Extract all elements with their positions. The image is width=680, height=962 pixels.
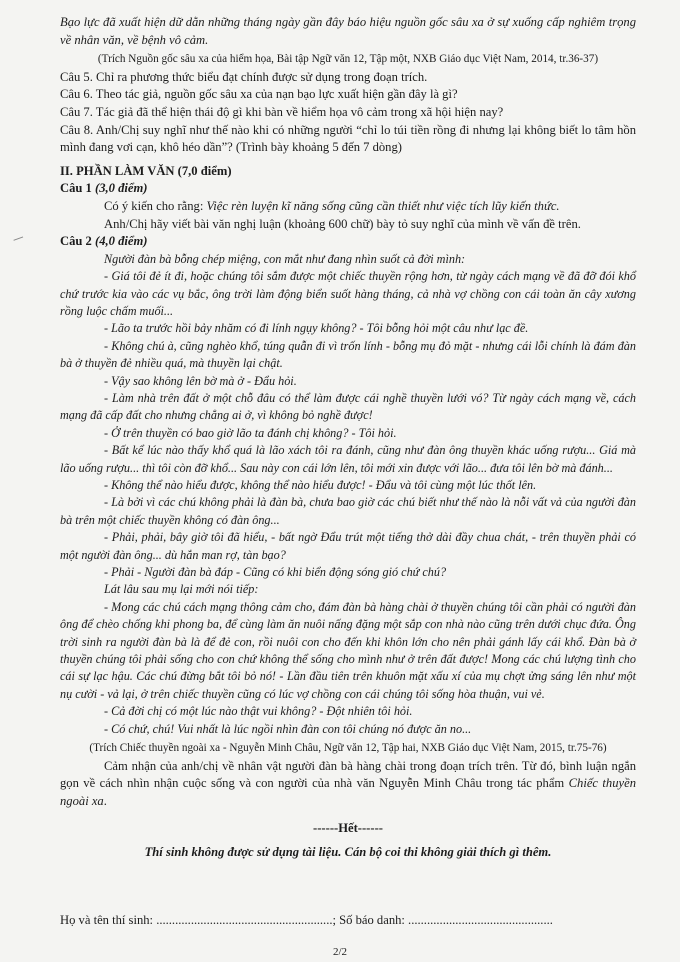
question-7: Câu 7. Tác giả đã thể hiện thái độ gì khi bàn về hiểm họa vô cảm trong xã hội hiện nay? bbox=[60, 104, 504, 119]
q1-label: Câu 1 bbox=[60, 181, 92, 196]
story-paragraph: - Cả đời chị có một lúc nào thật vui không? - Đột nhiên tôi hỏi. bbox=[104, 704, 413, 719]
story-paragraph: - Có chứ, chú! Vui nhất là lúc ngồi nhìn đàn con tôi chúng nó được ăn no... bbox=[104, 721, 472, 736]
question-8: Câu 8. Anh/Chị suy nghĩ như thế nào khi có những người “chỉ lo túi tiền rồng đi nhưng lại không biết lo tâm hồn mình đang vơi cạn, khô héo dần”? (Trình bày khoảng 5 đến 7 dòng) bbox=[60, 122, 636, 155]
story-paragraph: - Phải - Người đàn bà đáp - Cũng có khi biển động sóng gió chứ chú? bbox=[104, 565, 447, 580]
q1-prompt-quote: Việc rèn luyện kĩ năng sống cũng cần thiết như việc tích lũy kiến thức. bbox=[206, 198, 560, 213]
story-paragraph: - Phải, phải, bây giờ tôi đã hiểu, - bất ngờ Đẩu trút một tiếng thở dài đầy chua chát, - trên thuyền phải có một người đàn ông... dù hắn man rợ, tàn bạo? bbox=[60, 530, 636, 562]
story-paragraph: - Là bởi vì các chú không phải là đàn bà, chưa bao giờ các chú biết như thế nào là nỗi vất vả của người đàn bà trên một chiếc thuyền không có đàn ông... bbox=[60, 495, 636, 527]
story-paragraph: - Ở trên thuyền có bao giờ lão ta đánh chị không? - Tôi hỏi. bbox=[104, 425, 397, 440]
q1-prompt-lead: Có ý kiến cho rằng: bbox=[104, 198, 207, 213]
q1-points: (3,0 điểm) bbox=[95, 181, 148, 196]
story-paragraph: - Vậy sao không lên bờ mà ở - Đẩu hỏi. bbox=[104, 373, 297, 388]
question-5: Câu 5. Chỉ ra phương thức biểu đạt chính được sử dụng trong đoạn trích. bbox=[60, 69, 428, 84]
exam-note: Thí sinh không được sử dụng tài liệu. Cán bộ coi thi không giải thích gì thêm. bbox=[144, 845, 552, 860]
question-6: Câu 6. Theo tác giả, nguồn gốc sâu xa của nạn bạo lực xuất hiện gần đây là gì? bbox=[60, 87, 458, 102]
q1-task: Anh/Chị hãy viết bài văn nghị luận (khoảng 600 chữ) bày tỏ suy nghĩ của mình về vấn đề trên. bbox=[104, 216, 581, 231]
q2-work-title: Chiếc thuyền ngoài xa bbox=[60, 776, 636, 808]
q1-prompt bbox=[60, 198, 636, 216]
source-citation-1: (Trích Nguồn gốc sâu xa của hiểm họa, Bài tập Ngữ văn 12, Tập một, NXB Giáo dục Việt Nam, 2014, tr.36-37) bbox=[97, 53, 599, 66]
story-paragraph: - Không chú à, cũng nghèo khổ, túng quẫn đi vì trốn lính - bỗng mụ đỏ mặt - nhưng cái lỗi chính là đám đàn bà ở thuyền đẻ nhiều quá, mà thuyền lại chật. bbox=[60, 338, 636, 371]
page-number: 2/2 bbox=[332, 946, 348, 958]
section-2-title: II. PHẦN LÀM VĂN (7,0 điểm) bbox=[60, 163, 232, 178]
q2-task-text: Cảm nhận của anh/chị về nhân vật người đàn bà hàng chài trong đoạn trích trên. Từ đó, bình luận ngắn gọn về cách nhìn nhận cuộc sống và con người của nhà văn Nguyễn Minh Châu trong tác phẩm bbox=[60, 758, 636, 791]
intro-passage: Bạo lực đã xuất hiện dữ dằn những tháng ngày gần đây báo hiệu nguồn gốc sâu xa ở sự xuống cấp nghiêm trọng về nhân văn, về bệnh vô cảm. bbox=[60, 15, 636, 47]
pen-mark bbox=[13, 236, 24, 244]
q2-task-end: . bbox=[103, 793, 107, 808]
story-excerpt bbox=[60, 251, 636, 738]
essay-question-2-heading bbox=[60, 233, 636, 251]
q2-label: Câu 2 bbox=[60, 234, 92, 249]
story-paragraph: Lát lâu sau mụ lại mới nói tiếp: bbox=[104, 582, 259, 597]
story-paragraph: - Giá tôi đẻ ít đi, hoặc chúng tôi sắm được một chiếc thuyền rộng hơn, từ ngày cách mạng về đã đỡ đói khổ chứ trước kia vào các vụ bắc, ông trời làm động biển suốt hàng tháng, cả nhà vợ chồng con cái toàn ăn cây xương rồng luộc chấm muối... bbox=[60, 269, 636, 318]
story-paragraph: Người đàn bà bỗng chép miệng, con mắt như đang nhìn suốt cả đời mình: bbox=[104, 251, 466, 266]
end-mark: ------Hết------ bbox=[313, 821, 383, 836]
essay-question-1-heading bbox=[60, 180, 636, 198]
story-paragraph: - Bất kể lúc nào thấy khổ quá là lão xách tôi ra đánh, cũng như đàn ông thuyền khác uống rượu... Giá mà lão uống rượu... thì tôi còn đỡ khổ... Sau này con cái lớn lên, tôi mới xin được với lão... đưa tôi lên bờ mà đánh... bbox=[60, 443, 636, 475]
source-citation-2: (Trích Chiếc thuyền ngoài xa - Nguyễn Minh Châu, Ngữ văn 12, Tập hai, NXB Giáo dục Việt Nam, 2015, tr.75-76) bbox=[89, 742, 607, 755]
story-paragraph: - Lão ta trước hồi bảy nhăm có đi lính ngụy không? - Tôi bỗng hỏi một câu như lạc đề. bbox=[104, 321, 529, 336]
story-paragraph: - Mong các chú cách mạng thông cảm cho, đám đàn bà hàng chài ở thuyền chúng tôi cần phải có người đàn ông để chèo chống khi phong ba, để cùng làm ăn nuôi nấng đặng một sắp con nhà nào cũng trên dưới chục đứa. Ông trời sinh ra người đàn bà là để đẻ con, rồi nuôi con cho đến khi khôn lớn cho nên phải gánh lấy cái khổ. Đàn bà ở thuyền chúng tôi phải sống cho con chứ không thể sống cho mình như ở trên đất được! Mong các chú lượng tình cho cái sự lạc hậu. Các chú đừng bắt tôi bỏ nó! - Lần đầu tiên trên khuôn mặt xấu xí của mụ chợt ửng sáng lên như một nụ cười - vả lại, ở trên chiếc thuyền cũng có lúc vợ chồng con cái chúng tôi sống hòa thuận, vui vẻ. bbox=[60, 599, 636, 701]
story-paragraph: - Không thể nào hiểu được, không thể nào hiểu được! - Đẩu và tôi cùng một lúc thốt lên. bbox=[104, 478, 537, 492]
story-paragraph: - Làm nhà trên đất ở một chỗ đâu có thể làm được cái nghề thuyền lưới vó? Từ ngày cách mạng về, cách mạng đã cấp đất cho nhưng chẳng ai ở, vì không bỏ nghề được! bbox=[60, 390, 636, 423]
reading-questions bbox=[60, 69, 636, 157]
q2-task bbox=[60, 758, 636, 811]
candidate-info-line: Họ và tên thí sinh: ........................................................; Số báo danh: .............................................. bbox=[60, 913, 553, 927]
q2-points: (4,0 điểm) bbox=[95, 234, 148, 249]
